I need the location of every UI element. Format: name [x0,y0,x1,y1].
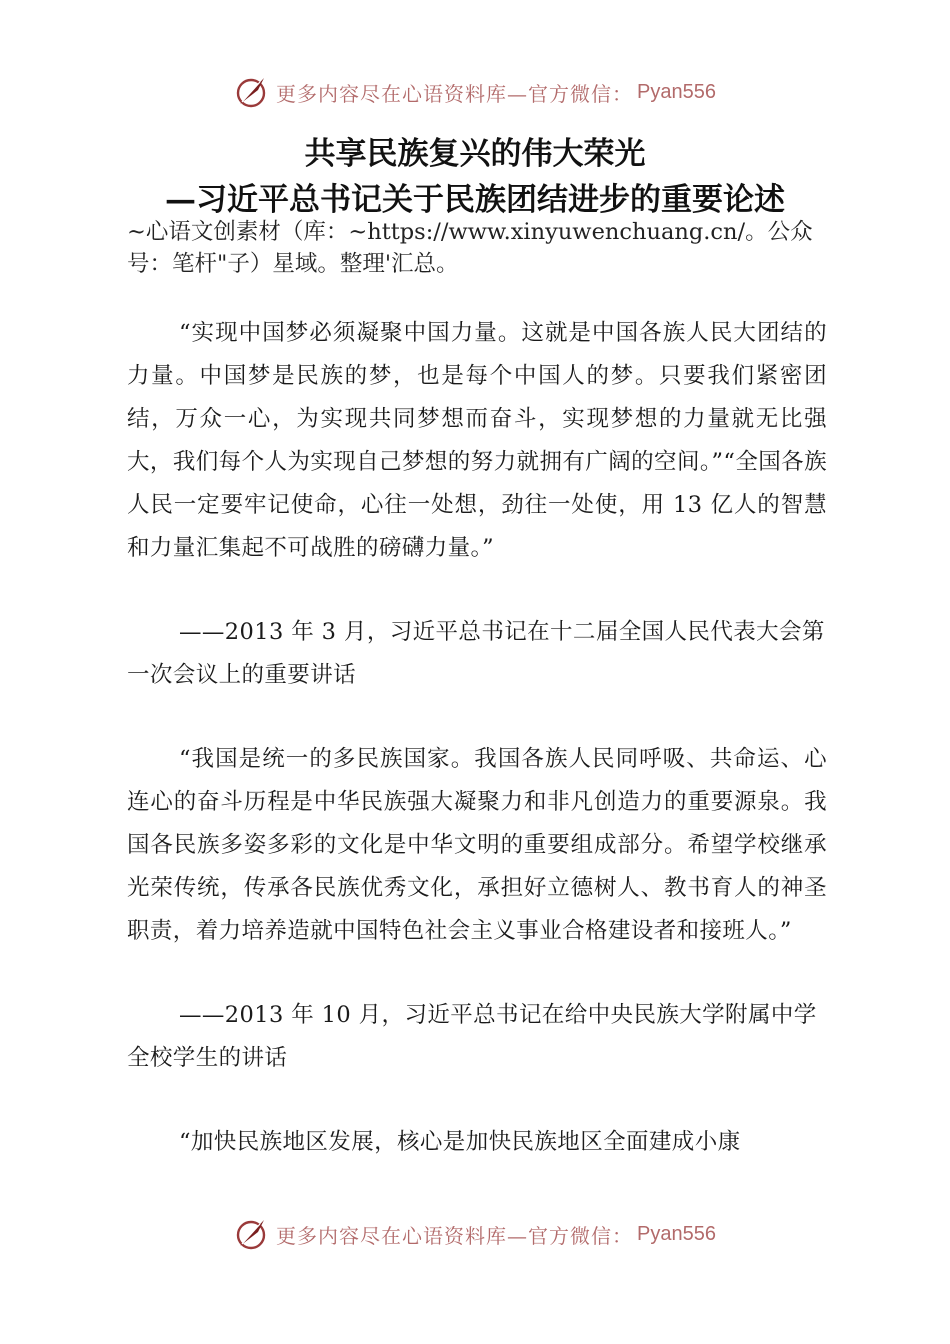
banner-text: 更多内容尽在心语资料库—官方微信： [276,81,634,106]
quote-paragraph-3 [127,1121,827,1164]
document-subtitle: —习近平总书记关于民族团结进步的重要论述 [165,182,785,218]
footer-banner [0,1214,950,1254]
header-banner [0,72,950,112]
source-credit: ~心语文创素材（库：~https://www.xinyuwenchuang.cn/。公众号：笔杆"子）星域。整理'汇总。 [127,219,813,277]
quote-text: “实现中国梦必须凝聚中国力量。这就是中国各族人民大团结的力量。中国梦是民族的梦，也是每个中国人的梦。只要我们紧密团结，万众一心，为实现共同梦想而奋斗，实现梦想的力量就无比强大，我们每个人为实现自己梦想的努力就拥有广阔的空间。”“全国各族人民一定要牢记使命，心往一处想，劲往一处使，用 13 亿人的智慧和力量汇集起不可战胜的磅礴力量。” [127,320,827,561]
quote-source-1 [127,611,827,697]
source-text: ——2013 年 3 月，习近平总书记在十二届全国人民代表大会第一次会议上的重要讲话 [127,619,825,688]
source-text: ——2013 年 10 月，习近平总书记在给中央民族大学附属中学全校学生的讲话 [127,1002,817,1071]
banner-wechat-id: Pyan556 [637,80,716,103]
quote-source-2 [127,994,827,1080]
document-title: 共享民族复兴的伟大荣光 [304,136,646,172]
quote-paragraph-1 [127,312,827,570]
quote-text: “加快民族地区发展，核心是加快民族地区全面建成小康 [179,1129,741,1155]
quill-logo-icon [234,1216,270,1252]
quill-logo-icon [234,74,270,110]
banner-wechat-id: Pyan556 [637,1222,716,1245]
banner-text: 更多内容尽在心语资料库—官方微信： [276,1223,634,1248]
quote-text: “我国是统一的多民族国家。我国各族人民同呼吸、共命运、心连心的奋斗历程是中华民族强大凝聚力和非凡创造力的重要源泉。我国各民族多姿多彩的文化是中华文明的重要组成部分。希望学校继承光荣传统，传承各民族优秀文化，承担好立德树人、教书育人的神圣职责，着力培养造就中国特色社会主义事业合格建设者和接班人。” [127,746,827,944]
quote-paragraph-2 [127,738,827,953]
